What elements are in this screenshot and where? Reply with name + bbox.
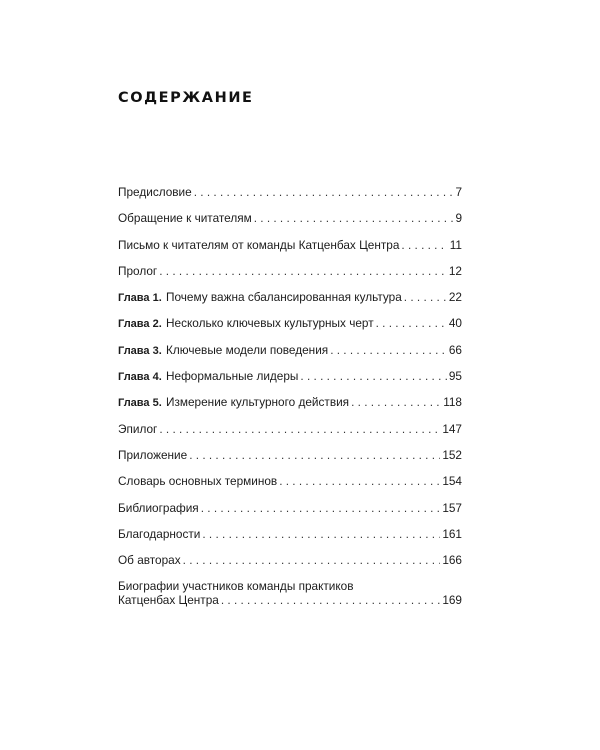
dot-leader: [351, 395, 441, 409]
toc-entry-page: 169: [442, 593, 462, 608]
chapter-label: Глава 5.: [118, 397, 162, 410]
toc-entry-page: 154: [442, 474, 462, 489]
dot-leader: [159, 264, 447, 278]
toc-entry-title: Приложение: [118, 447, 188, 462]
toc-entry-preface: [118, 185, 462, 211]
toc-entry-page: 157: [442, 500, 462, 515]
dot-leader: [330, 343, 447, 357]
dot-leader: [194, 185, 454, 199]
toc-entry-prologue: [118, 264, 462, 290]
toc-entry-page: 95: [448, 369, 462, 384]
toc-entry-title: Об авторах: [118, 553, 181, 568]
toc-entry-title: Пролог: [118, 263, 158, 278]
toc-entry-title-line2-row: [118, 593, 462, 607]
toc-entry-page: 152: [442, 447, 462, 462]
toc-entry-title-line2: Катценбах Центра: [118, 593, 219, 608]
dot-leader: [254, 211, 454, 225]
toc-entry-bibliography: [118, 501, 462, 527]
toc-entry-title: Библиография: [118, 500, 199, 515]
chapter-label: Глава 3.: [118, 344, 162, 357]
toc-entry-biographies: [118, 579, 462, 613]
toc-entry-title: Эпилог: [118, 421, 158, 436]
toc-entry-page: 161: [442, 526, 462, 541]
dot-leader: [201, 501, 441, 515]
toc-entry-chapter-3: [118, 343, 462, 369]
toc-entry-title: Несколько ключевых культурных черт: [166, 316, 374, 331]
toc-entry-page: 7: [455, 185, 462, 199]
dot-leader: [376, 316, 447, 330]
toc-entry-page: 11: [449, 237, 462, 252]
chapter-label: Глава 1.: [118, 292, 162, 305]
dot-leader: [401, 238, 447, 252]
toc-entry-appendix: [118, 448, 462, 474]
toc-entry-title: Благодарности: [118, 526, 201, 541]
chapter-label: Глава 2.: [118, 318, 162, 331]
toc-entry-page: 166: [442, 553, 462, 568]
toc-entry-title: Неформальные лидеры: [166, 369, 299, 384]
toc-entry-title: Письмо к читателям от команды Катценбах Центра: [118, 237, 400, 252]
toc-entry-page: 118: [443, 395, 462, 410]
toc-entry-title: Измерение культурного действия: [166, 395, 350, 410]
toc-entry-letter: [118, 238, 462, 264]
dot-leader: [279, 474, 440, 488]
dot-leader: [202, 527, 440, 541]
toc-entry-glossary: [118, 474, 462, 500]
toc-entry-chapter-4: [118, 369, 462, 395]
toc-entry-title-line1: Биографии участников команды практиков: [118, 579, 354, 594]
toc-entry-page: 9: [455, 211, 462, 226]
table-of-contents: [118, 185, 462, 613]
toc-entry-title: Словарь основных терминов: [118, 474, 278, 489]
dot-leader: [183, 553, 441, 567]
toc-entry-epilogue: [118, 422, 462, 448]
toc-entry-page: 66: [448, 342, 462, 357]
toc-entry-title: Ключевые модели поведения: [166, 342, 329, 357]
dot-leader: [189, 448, 440, 462]
page-title: СОДЕРЖАНИЕ: [118, 90, 254, 106]
toc-entry-about-authors: [118, 553, 462, 579]
toc-entry-page: 147: [442, 421, 462, 436]
toc-entry-page: 22: [448, 290, 462, 305]
toc-entry-acknowledgements: [118, 527, 462, 553]
toc-entry-address: [118, 211, 462, 237]
chapter-label: Глава 4.: [118, 371, 162, 384]
toc-entry-chapter-2: [118, 316, 462, 342]
dot-leader: [221, 593, 440, 607]
toc-entry-chapter-1: [118, 290, 462, 316]
toc-entry-title: Обращение к читателям: [118, 211, 252, 226]
dot-leader: [300, 369, 446, 383]
toc-entry-page: 40: [448, 316, 462, 331]
toc-entry-title: Почему важна сбалансированная культура: [166, 290, 402, 305]
toc-entry-chapter-5: [118, 395, 462, 421]
toc-entry-title: Предисловие: [118, 185, 192, 199]
dot-leader: [404, 290, 447, 304]
dot-leader: [159, 422, 440, 436]
toc-entry-page: 12: [448, 263, 462, 278]
